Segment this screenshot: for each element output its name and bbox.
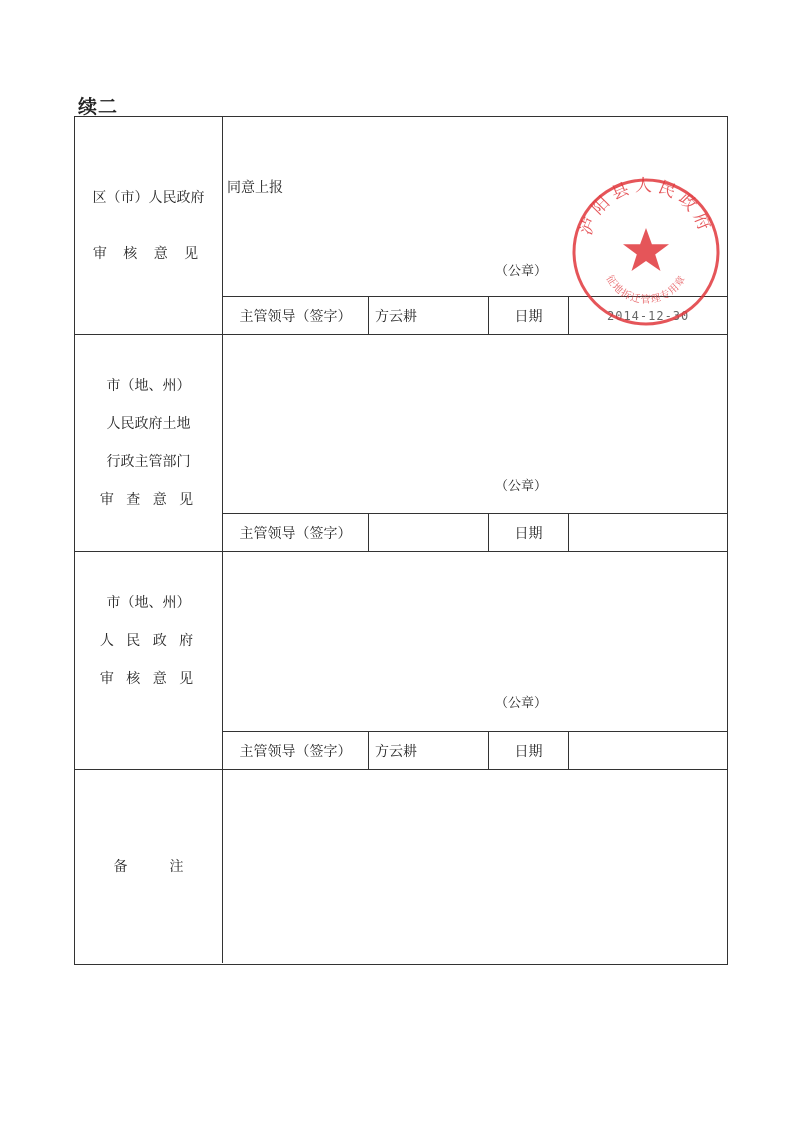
label-line: 审 核 意 见 — [92, 245, 205, 262]
date-label: 日期 — [489, 732, 569, 769]
signer-name: 方云耕 — [369, 732, 489, 769]
seal-label: （公章） — [495, 264, 548, 279]
label-line: 审 查 意 见 — [99, 492, 198, 508]
section-label — [75, 770, 223, 963]
signer-name — [369, 514, 489, 551]
label-line: 备 注 — [113, 858, 184, 875]
signature-row — [223, 513, 727, 551]
approval-form — [74, 116, 728, 965]
page-title: 续二 — [78, 96, 119, 118]
seal-label: （公章） — [495, 479, 548, 494]
label-line: 审 核 意 见 — [99, 671, 198, 687]
section-remarks — [75, 770, 727, 963]
date-label: 日期 — [489, 514, 569, 551]
signature-row — [223, 731, 727, 769]
remarks-area — [223, 770, 727, 963]
label-line: 行政主管部门 — [106, 454, 191, 470]
section-city-review — [75, 552, 727, 770]
label-line: 市（地、州） — [106, 378, 191, 394]
date-value: 2014-12-30 — [607, 308, 690, 323]
sign-label: 主管领导（签字） — [223, 514, 369, 551]
opinion-area — [223, 552, 727, 732]
svg-text:征地拆迁管理专用章: 征地拆迁管理专用章 — [603, 273, 689, 306]
signer-name: 方云耕 — [369, 297, 489, 334]
opinion-area — [223, 335, 727, 514]
label-line: 人民政府土地 — [106, 416, 191, 432]
label-line: 区（市）人民政府 — [92, 189, 205, 206]
opinion-area — [223, 117, 727, 295]
svg-text:泸阳县人民政府: 泸阳县人民政府 — [576, 176, 716, 238]
sign-label: 主管领导（签字） — [223, 732, 369, 769]
section-label — [75, 552, 223, 769]
section-land-dept-review — [75, 335, 727, 552]
section-label — [75, 335, 223, 551]
date-value — [569, 514, 727, 551]
label-line: 人 民 政 府 — [99, 633, 198, 649]
opinion-text: 同意上报 — [227, 180, 283, 196]
section-district-review — [75, 117, 727, 335]
sign-label: 主管领导（签字） — [223, 297, 369, 334]
section-label — [75, 117, 223, 334]
seal-label: （公章） — [495, 696, 548, 711]
date-label: 日期 — [489, 297, 569, 334]
date-value — [569, 732, 727, 769]
label-line: 市（地、州） — [106, 595, 191, 611]
signature-row — [223, 296, 727, 334]
